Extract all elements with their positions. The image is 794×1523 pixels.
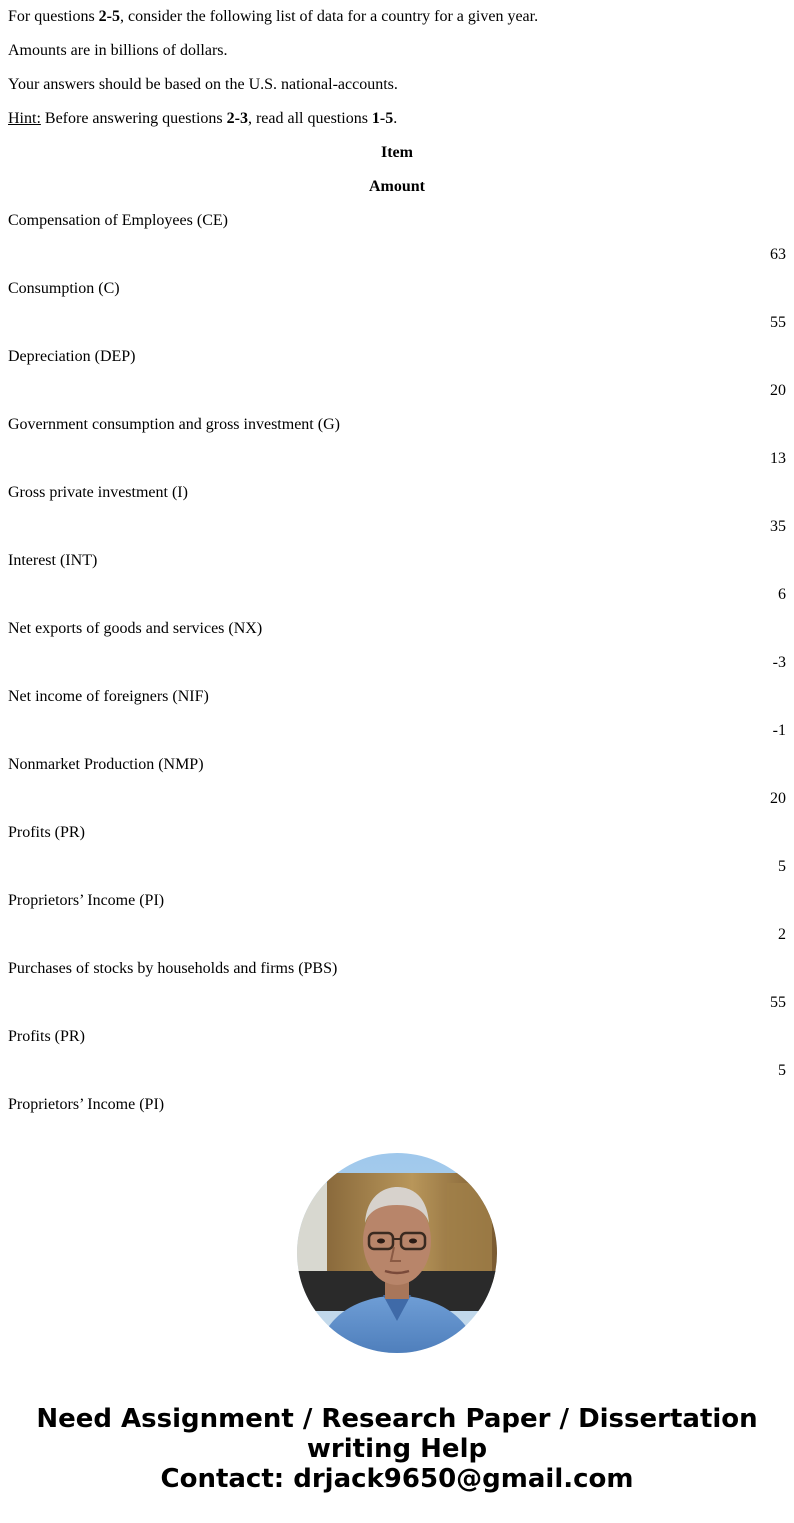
table-row-item: Depreciation (DEP) (8, 348, 136, 365)
table-row-amount: 6 (778, 586, 786, 603)
table-row-amount: -3 (772, 654, 786, 671)
table-row-amount: 2 (778, 926, 786, 943)
table-row-amount: -1 (772, 722, 786, 739)
promo-line: writing Help (306, 1434, 488, 1464)
table-row-amount: 5 (778, 1062, 786, 1079)
table-row-item: Net income of foreigners (NIF) (8, 688, 209, 705)
intro-bold: 2-5 (98, 8, 120, 25)
hint-text: , read all questions (247, 110, 372, 127)
table-header-item: Item (381, 144, 413, 161)
table-row-amount: 63 (770, 246, 786, 263)
intro-line-2: Amounts are in billions of dollars. (8, 42, 228, 59)
table-row-item: Interest (INT) (8, 552, 98, 569)
promo-line: Need Assignment / Research Paper / Dissertation (36, 1404, 758, 1434)
author-avatar (297, 1153, 497, 1353)
table-row-amount: 13 (770, 450, 786, 467)
table-row-amount: 20 (770, 382, 786, 399)
table-body (8, 204, 786, 1122)
intro-line-3: Your answers should be based on the U.S. national-accounts. (8, 76, 398, 93)
table-row-item: Proprietors’ Income (PI) (8, 1096, 165, 1113)
author-portrait-image (297, 1153, 497, 1353)
table-row-item: Net exports of goods and services (NX) (8, 620, 263, 637)
table-row-item: Profits (PR) (8, 824, 85, 841)
table-row-item: Government consumption and gross investment (G) (8, 416, 340, 433)
intro-text: , consider the following list of data for a country for a given year. (120, 8, 539, 25)
hint-label: Hint: (8, 110, 41, 127)
table-row-amount: 35 (770, 518, 786, 535)
table-row-amount: 20 (770, 790, 786, 807)
table-row-item: Nonmarket Production (NMP) (8, 756, 204, 773)
table-row-item: Gross private investment (I) (8, 484, 188, 501)
hint-text: . (393, 110, 398, 127)
table-row-item: Proprietors’ Income (PI) (8, 892, 165, 909)
table-row-item: Compensation of Employees (CE) (8, 212, 228, 229)
hint-bold: 2-3 (226, 110, 248, 127)
table-row-amount: 55 (770, 994, 786, 1011)
table-row-item: Purchases of stocks by households and firms (PBS) (8, 960, 338, 977)
table-row-amount: 5 (778, 858, 786, 875)
promo-banner (0, 1404, 794, 1494)
table-row-amount: 55 (770, 314, 786, 331)
promo-contact: Contact: drjack9650@gmail.com (160, 1464, 634, 1494)
table-row-item: Profits (PR) (8, 1028, 85, 1045)
table-header-amount: Amount (368, 178, 425, 195)
hint-text: Before answering questions (40, 110, 227, 127)
intro-line-1 (8, 0, 786, 34)
question-document (8, 0, 786, 1122)
hint-bold: 1-5 (371, 110, 394, 127)
table-row-item: Consumption (C) (8, 280, 120, 297)
intro-text: For questions (8, 8, 99, 25)
hint-line (8, 102, 786, 136)
